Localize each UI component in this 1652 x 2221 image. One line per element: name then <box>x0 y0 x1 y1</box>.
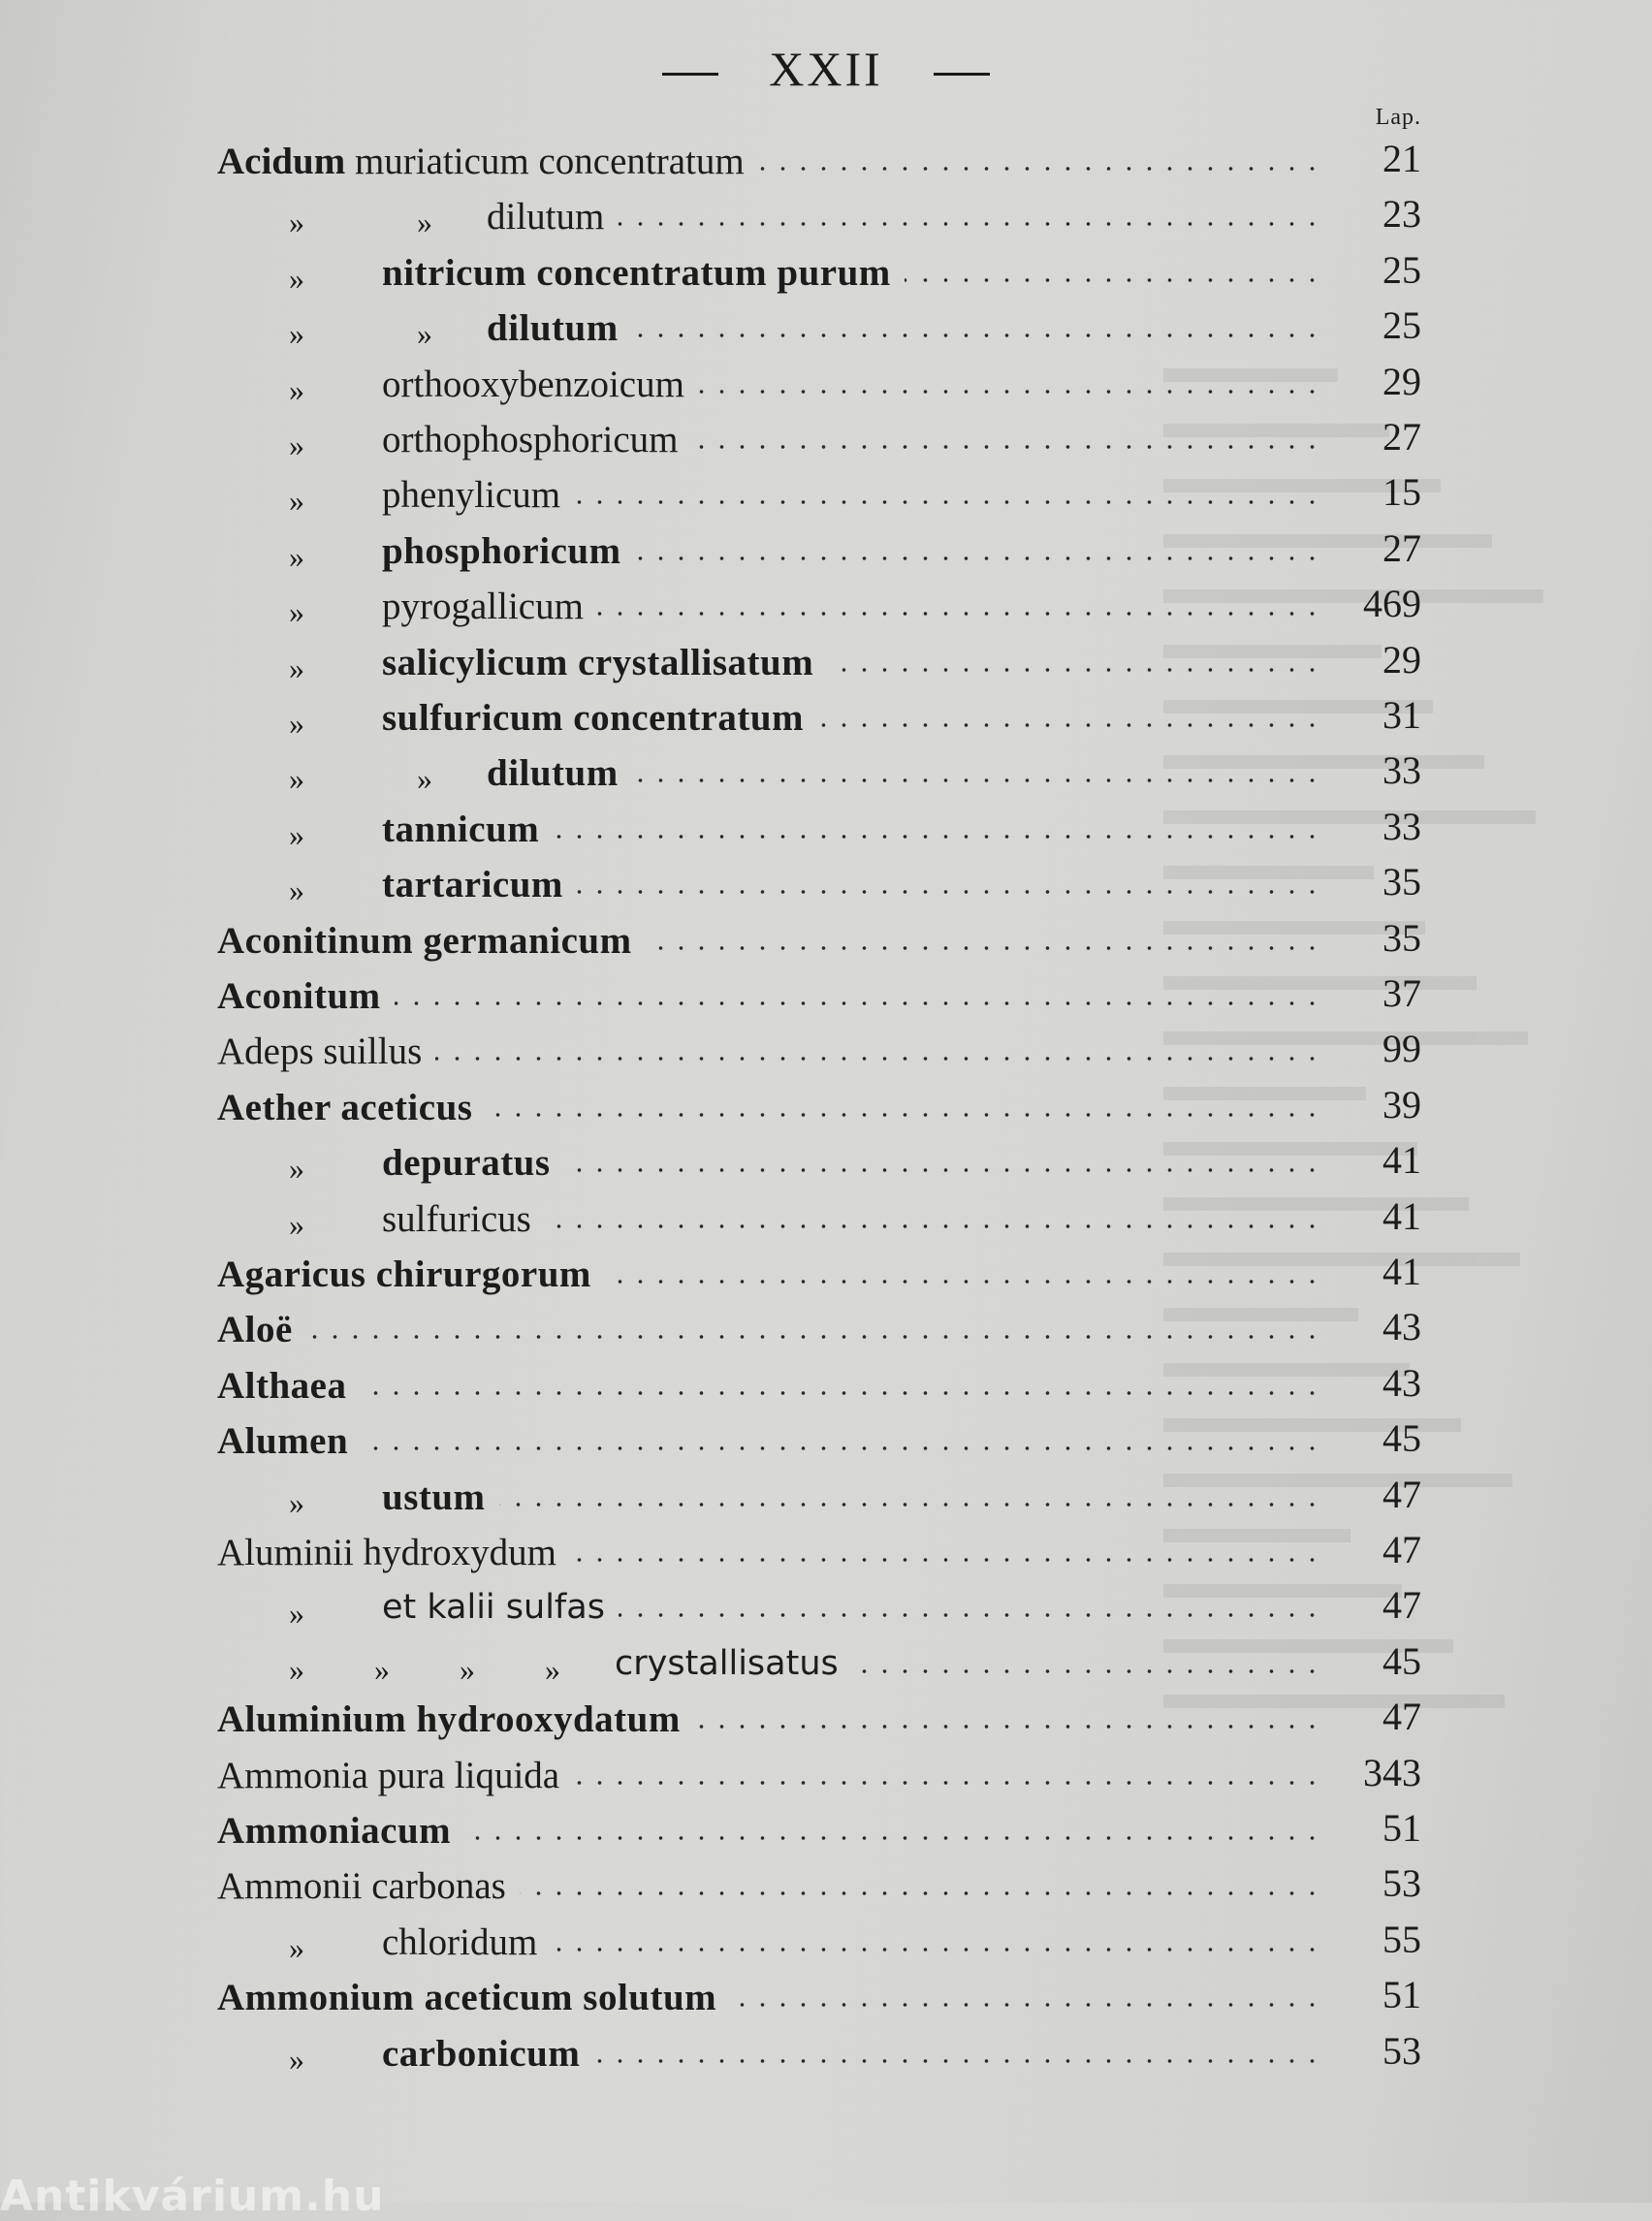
index-entry <box>0 581 1652 636</box>
index-entry <box>0 302 1652 358</box>
ditto-mark: » <box>289 1484 304 1520</box>
entry-term: depuratus <box>382 1142 551 1185</box>
entry-page-number: 27 <box>1382 415 1421 459</box>
entry-page-number: 41 <box>1382 1250 1421 1293</box>
entry-page-number: 51 <box>1382 1806 1421 1850</box>
ditto-mark: » <box>289 706 304 741</box>
entry-term: Ammonium aceticum solutum <box>217 1977 717 2019</box>
index-entry <box>0 1472 1652 1527</box>
dot-leader <box>573 1781 1322 1785</box>
entry-page-number: 25 <box>1382 303 1421 348</box>
entry-term: carbonicum <box>382 2032 581 2075</box>
dot-leader <box>730 2003 1322 2007</box>
watermark: Antikvárium.hu <box>0 2172 385 2221</box>
entry-page-number: 43 <box>1382 1360 1421 1405</box>
entry-page-number: 469 <box>1363 582 1421 626</box>
dot-leader <box>593 2059 1322 2063</box>
ditto-mark: » <box>289 873 304 908</box>
entry-term: Althaea <box>217 1364 347 1407</box>
index-entry <box>0 1193 1652 1249</box>
dot-leader <box>362 1446 1322 1450</box>
index-entry <box>0 1805 1652 1860</box>
index-entry <box>0 191 1652 246</box>
dot-leader <box>827 668 1322 672</box>
dot-leader <box>646 946 1322 950</box>
entry-page-number: 47 <box>1382 1583 1421 1628</box>
dot-leader <box>551 1948 1322 1951</box>
entry-page-number: 47 <box>1382 1472 1421 1516</box>
entry-term: tartaricum <box>382 864 563 906</box>
entry-term: Ammonii carbonas <box>217 1865 506 1908</box>
dot-leader <box>698 390 1322 394</box>
dot-leader <box>486 1113 1322 1117</box>
index-entry <box>0 359 1652 414</box>
ditto-mark: » <box>289 1151 304 1187</box>
index-entry <box>0 1360 1652 1415</box>
entry-page-number: 21 <box>1382 137 1421 180</box>
dot-leader <box>361 1391 1322 1395</box>
entry-term: dilutum <box>487 752 619 795</box>
dot-leader <box>570 1558 1322 1562</box>
dot-leader <box>691 445 1322 449</box>
entry-term: sulfuricum concentratum <box>382 697 805 739</box>
dot-leader <box>564 1168 1322 1172</box>
ditto-mark: » <box>289 428 304 462</box>
entry-page-number: 15 <box>1382 470 1421 515</box>
ditto-mark: » <box>289 594 304 630</box>
entry-term <box>217 140 745 183</box>
dot-leader <box>619 1613 1322 1617</box>
entry-term: sulfuricus <box>382 1197 531 1240</box>
dot-leader <box>758 167 1322 171</box>
index-entry <box>0 1082 1652 1137</box>
entry-page-number: 51 <box>1382 1973 1421 2017</box>
index-entry <box>0 915 1652 970</box>
entry-term: phosphoricum <box>382 529 621 572</box>
header-dash-left <box>662 73 718 76</box>
dot-leader <box>635 556 1322 560</box>
entry-page-number: 27 <box>1382 525 1421 570</box>
dot-leader <box>464 1836 1322 1840</box>
dot-leader <box>618 222 1322 226</box>
entry-term: tannicum <box>382 808 540 850</box>
entry-term: Aluminii hydroxydum <box>217 1532 556 1573</box>
entry-term: Adeps suillus <box>217 1031 423 1073</box>
index-entry <box>0 1137 1652 1192</box>
entry-term: et kalii sulfas <box>382 1588 605 1628</box>
ditto-mark: » <box>289 260 304 296</box>
dot-leader <box>499 1503 1322 1507</box>
entry-term: dilutum <box>487 307 619 350</box>
index-entry <box>0 970 1652 1026</box>
entry-page-number: 35 <box>1382 860 1421 904</box>
ditto-mark: » <box>289 483 304 519</box>
entry-page-number: 99 <box>1382 1027 1421 1071</box>
entry-page-number: 47 <box>1382 1528 1421 1571</box>
index-entry <box>0 1972 1652 2027</box>
entry-page-number: 343 <box>1363 1750 1421 1794</box>
entry-page-number: 35 <box>1382 915 1421 960</box>
index-entry <box>0 692 1652 747</box>
entry-term: Aconitum <box>217 975 381 1017</box>
entry-term: Aloë <box>217 1309 293 1351</box>
entry-term: Ammonia pura liquida <box>217 1754 560 1796</box>
index-entry <box>0 1582 1652 1637</box>
entry-term: Aether aceticus <box>217 1086 473 1128</box>
entry-term: ustum <box>382 1475 486 1518</box>
index-entry <box>0 2028 1652 2083</box>
page-header <box>0 41 1652 97</box>
index-entry <box>0 804 1652 859</box>
entry-term: orthophosphoricum <box>382 419 679 460</box>
entry-page-number: 29 <box>1382 359 1421 403</box>
dot-leader <box>577 890 1322 894</box>
dot-leader <box>520 1891 1322 1895</box>
dot-leader <box>545 1224 1322 1228</box>
ditto-mark: » <box>289 761 304 797</box>
dot-leader <box>694 1725 1322 1729</box>
entry-page-number: 53 <box>1382 1861 1421 1906</box>
index-entry <box>0 1638 1652 1694</box>
entry-page-number: 31 <box>1382 693 1421 737</box>
entry-term: Aconitinum germanicum <box>217 919 632 962</box>
entry-page-number: 41 <box>1382 1138 1421 1183</box>
entry-term-rest: muriaticum concentratum <box>345 141 745 182</box>
dot-leader <box>632 333 1322 337</box>
entry-term: dilutum <box>487 196 605 238</box>
ditto-mark: » <box>289 650 304 685</box>
entry-page-number: 53 <box>1382 2028 1421 2073</box>
index-entry <box>0 1750 1652 1805</box>
entry-page-number: 55 <box>1382 1917 1421 1961</box>
entry-page-number: 37 <box>1382 971 1421 1015</box>
dot-leader <box>306 1335 1322 1339</box>
entry-term: Agaricus chirurgorum <box>217 1253 591 1295</box>
ditto-mark: » <box>417 761 432 797</box>
entry-term: Alumen <box>217 1420 349 1463</box>
index-entry <box>0 1304 1652 1359</box>
entry-term: orthooxybenzoicum <box>382 363 684 405</box>
index-entry <box>0 1860 1652 1916</box>
entry-page-number: 41 <box>1382 1193 1421 1238</box>
index-entry <box>0 859 1652 914</box>
dot-leader <box>574 500 1322 504</box>
index-entry <box>0 1694 1652 1749</box>
entry-term: phenylicum <box>382 474 561 517</box>
entry-term: Aluminium hydrooxydatum <box>217 1698 681 1741</box>
ditto-mark: » <box>460 1651 475 1687</box>
entry-term: chloridum <box>382 1920 538 1963</box>
ditto-mark: » <box>289 2041 304 2077</box>
index-entry <box>0 1415 1652 1471</box>
ditto-mark: » <box>289 316 304 352</box>
dot-leader <box>395 1001 1322 1005</box>
ditto-mark: » <box>289 538 304 574</box>
page-number: XXII <box>769 42 883 96</box>
dot-leader <box>817 723 1322 727</box>
dot-leader <box>553 835 1322 839</box>
entry-page-number: 23 <box>1382 192 1421 237</box>
dot-leader <box>597 612 1322 616</box>
index-entry <box>0 1527 1652 1582</box>
ditto-mark: » <box>289 1596 304 1632</box>
entry-page-number: 33 <box>1382 748 1421 793</box>
ditto-mark: » <box>417 205 432 240</box>
index-entry <box>0 747 1652 803</box>
ditto-mark: » <box>289 1651 304 1687</box>
entry-page-number: 33 <box>1382 804 1421 848</box>
ditto-mark: » <box>289 371 304 407</box>
ditto-mark: » <box>289 1929 304 1965</box>
page-column-label: Lap. <box>1375 105 1421 130</box>
header-dash-right <box>934 73 990 76</box>
entry-term: salicylicum crystallisatum <box>382 641 814 683</box>
ditto-mark: » <box>289 1206 304 1242</box>
index-entry <box>0 247 1652 302</box>
dot-leader <box>605 1280 1322 1284</box>
ditto-mark: » <box>289 205 304 240</box>
entry-page-number: 45 <box>1382 1416 1421 1461</box>
ditto-mark: » <box>545 1651 560 1687</box>
entry-page-number: 29 <box>1382 637 1421 682</box>
ditto-mark: » <box>289 816 304 852</box>
entry-page-number: 39 <box>1382 1082 1421 1126</box>
entry-term-lead: Acidum <box>217 141 346 182</box>
dot-leader <box>852 1669 1322 1673</box>
entry-page-number: 25 <box>1382 247 1421 292</box>
entry-page-number: 47 <box>1382 1695 1421 1739</box>
entry-term: nitricum concentratum purum <box>382 251 891 294</box>
index-entry <box>0 136 1652 191</box>
index-entry <box>0 414 1652 469</box>
ditto-mark: » <box>417 316 432 352</box>
index-entry <box>0 469 1652 524</box>
index-entry <box>0 637 1652 692</box>
index-entry <box>0 1249 1652 1304</box>
dot-leader <box>632 778 1322 782</box>
ditto-mark: » <box>374 1651 390 1687</box>
entry-term: crystallisatus <box>615 1643 839 1683</box>
entry-page-number: 43 <box>1382 1305 1421 1349</box>
index-entry <box>0 1917 1652 1972</box>
index-entry <box>0 525 1652 581</box>
entry-term: pyrogallicum <box>382 586 584 628</box>
entry-page-number: 45 <box>1382 1638 1421 1683</box>
index-entry <box>0 1026 1652 1081</box>
dot-leader <box>905 278 1322 282</box>
dot-leader <box>435 1057 1322 1061</box>
entry-term: Ammoniacum <box>217 1810 452 1852</box>
